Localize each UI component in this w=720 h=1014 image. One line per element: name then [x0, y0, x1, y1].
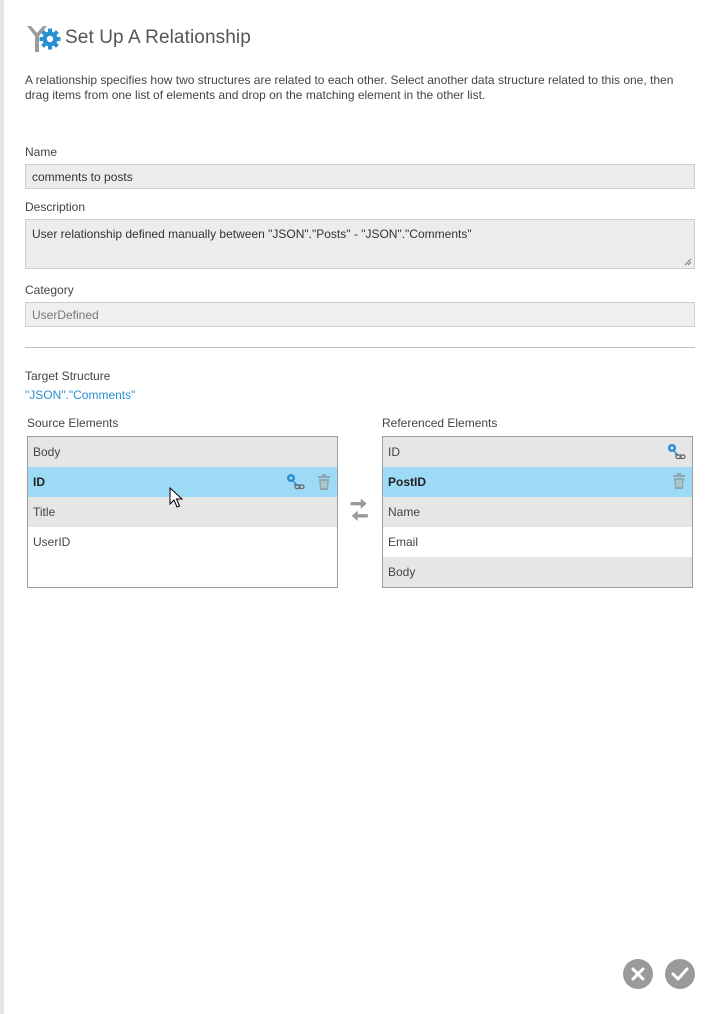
referenced-elements-title: Referenced Elements	[382, 416, 498, 430]
list-item-label: Email	[388, 535, 419, 549]
row-actions	[285, 473, 331, 491]
description-value: User relationship defined manually between "JSON"."Posts" - "JSON"."Comments"	[32, 227, 472, 241]
cancel-button[interactable]	[623, 959, 653, 989]
target-structure-label: Target Structure	[25, 369, 111, 383]
list-item[interactable]	[28, 497, 337, 527]
list-item-label: UserID	[33, 535, 71, 549]
intro-text: A relationship specifies how two structures are related to each other. Select another data structure related to this one, then drag items from one list of elements and drop on the matching element in the other list.	[25, 73, 674, 102]
list-item[interactable]	[383, 437, 692, 467]
row-actions	[666, 443, 686, 461]
close-icon	[630, 966, 646, 982]
list-item-label: Name	[388, 505, 421, 519]
category-label: Category	[25, 283, 74, 297]
section-divider	[25, 347, 695, 348]
list-item[interactable]	[28, 437, 337, 467]
trash-icon[interactable]	[317, 474, 331, 491]
source-elements-list[interactable]	[27, 436, 338, 588]
list-item-selected[interactable]	[28, 467, 337, 497]
list-item-label: Body	[33, 445, 61, 459]
list-item[interactable]	[383, 527, 692, 557]
row-actions	[672, 473, 686, 490]
swap-arrows-icon	[348, 497, 372, 527]
resize-grip-icon[interactable]	[684, 258, 692, 266]
checkmark-icon	[671, 966, 689, 982]
name-value: comments to posts	[32, 169, 133, 184]
key-link-icon[interactable]	[666, 443, 686, 461]
name-field[interactable]	[25, 164, 695, 189]
list-item-label: Body	[388, 565, 416, 579]
page-title: Set Up A Relationship	[65, 27, 251, 48]
target-structure-link[interactable]: "JSON"."Comments"	[25, 388, 136, 402]
confirm-button[interactable]	[665, 959, 695, 989]
list-item[interactable]	[28, 527, 337, 557]
trash-icon[interactable]	[672, 473, 686, 490]
category-field	[25, 302, 695, 327]
description-label: Description	[25, 200, 86, 214]
list-item-selected[interactable]	[383, 467, 692, 497]
list-item[interactable]	[383, 557, 692, 587]
list-item-label: PostID	[388, 475, 427, 489]
list-item[interactable]	[383, 497, 692, 527]
list-item-label: ID	[388, 445, 400, 459]
list-item-label: ID	[33, 475, 45, 489]
relationship-gear-icon	[25, 22, 63, 54]
referenced-elements-list[interactable]	[382, 436, 693, 588]
left-edge-strip	[0, 0, 4, 1014]
name-label: Name	[25, 145, 58, 159]
dialog-header	[25, 22, 251, 54]
category-value: UserDefined	[32, 307, 99, 322]
list-item-label: Title	[33, 505, 56, 519]
source-elements-title: Source Elements	[27, 416, 119, 430]
key-link-icon[interactable]	[285, 473, 305, 491]
description-field[interactable]	[25, 219, 695, 269]
